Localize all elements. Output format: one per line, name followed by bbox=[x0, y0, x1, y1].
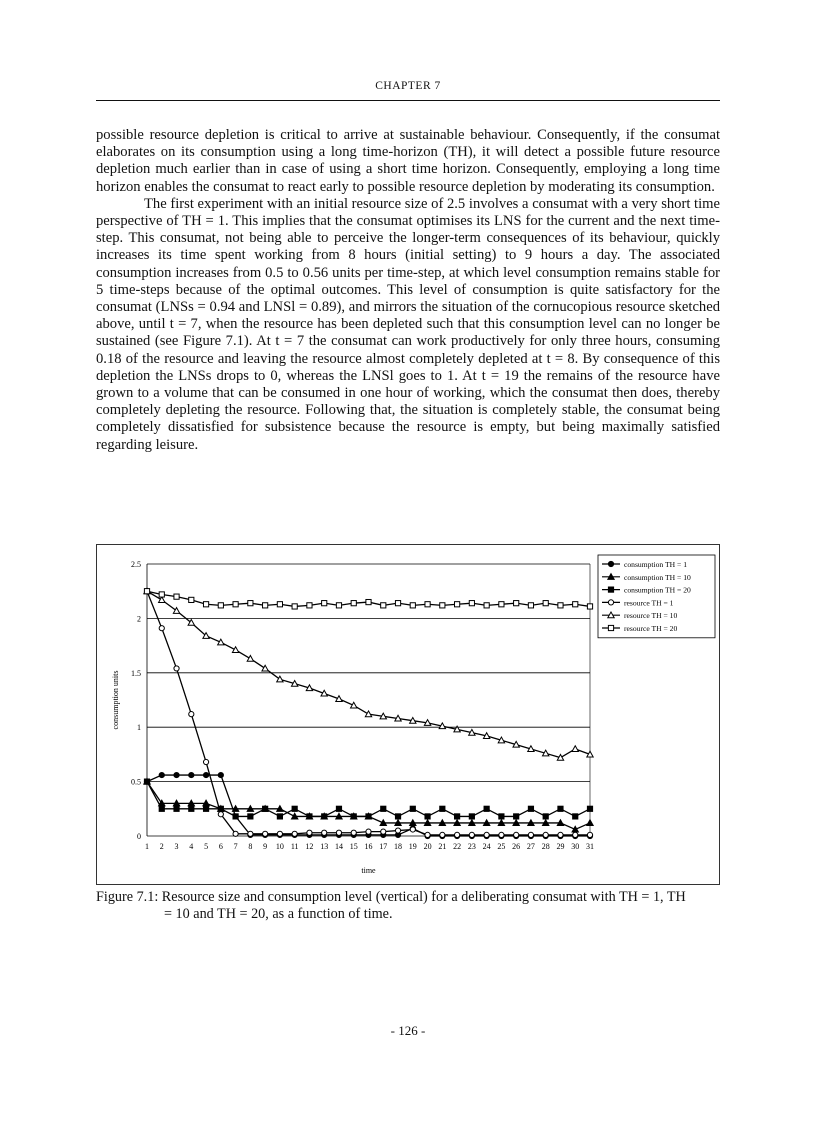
legend-label: consumption TH = 20 bbox=[624, 585, 691, 595]
x-tick-label: 3 bbox=[174, 842, 179, 851]
data-point bbox=[425, 814, 430, 819]
data-point bbox=[248, 601, 253, 606]
data-point bbox=[144, 589, 149, 594]
data-point bbox=[248, 831, 253, 836]
data-point bbox=[174, 666, 179, 671]
data-point bbox=[558, 603, 563, 608]
data-point bbox=[203, 602, 208, 607]
data-point bbox=[514, 601, 519, 606]
y-tick-label: 1 bbox=[137, 723, 141, 733]
data-point bbox=[336, 806, 341, 811]
legend-marker bbox=[608, 600, 613, 605]
data-point bbox=[381, 806, 386, 811]
x-tick-label: 31 bbox=[586, 842, 594, 851]
data-point bbox=[543, 601, 548, 606]
data-point bbox=[336, 603, 341, 608]
data-point bbox=[587, 806, 592, 811]
chapter-header: CHAPTER 7 bbox=[375, 80, 441, 92]
data-point bbox=[263, 603, 268, 608]
data-point bbox=[484, 603, 489, 608]
data-point bbox=[425, 602, 430, 607]
x-tick-label: 22 bbox=[453, 842, 462, 851]
x-tick-label: 6 bbox=[218, 842, 223, 851]
data-point bbox=[159, 626, 164, 631]
x-tick-label: 13 bbox=[320, 842, 329, 851]
caption-line-1: Figure 7.1: Resource size and consumption level (vertical) for a deliberating consumat with TH = 1, TH bbox=[96, 889, 686, 905]
legend-label: resource TH = 10 bbox=[624, 611, 678, 621]
x-tick-label: 28 bbox=[541, 842, 550, 851]
data-point bbox=[336, 830, 341, 835]
data-point bbox=[351, 601, 356, 606]
x-tick-label: 9 bbox=[263, 842, 268, 851]
data-point bbox=[573, 602, 578, 607]
data-point bbox=[292, 806, 297, 811]
data-point bbox=[218, 772, 223, 777]
data-point bbox=[410, 827, 415, 832]
data-point bbox=[307, 830, 312, 835]
data-point bbox=[528, 806, 533, 811]
x-tick-label: 30 bbox=[571, 842, 580, 851]
data-point bbox=[514, 814, 519, 819]
legend-marker bbox=[608, 587, 613, 592]
legend-marker bbox=[608, 625, 613, 630]
data-point bbox=[514, 832, 519, 837]
data-point bbox=[469, 601, 474, 606]
x-tick-label: 26 bbox=[512, 842, 521, 851]
data-point bbox=[410, 603, 415, 608]
data-point bbox=[410, 806, 415, 811]
data-point bbox=[395, 828, 400, 833]
page-number: - 126 - bbox=[390, 1023, 426, 1038]
y-tick-label: 1.5 bbox=[131, 668, 141, 678]
data-point bbox=[395, 814, 400, 819]
data-point bbox=[395, 601, 400, 606]
data-point bbox=[144, 779, 149, 784]
data-point bbox=[455, 602, 460, 607]
x-tick-label: 1 bbox=[145, 842, 149, 851]
x-tick-label: 29 bbox=[556, 842, 565, 851]
x-tick-label: 18 bbox=[394, 842, 403, 851]
data-point bbox=[573, 814, 578, 819]
data-point bbox=[381, 603, 386, 608]
data-point bbox=[558, 832, 563, 837]
data-point bbox=[440, 806, 445, 811]
data-point bbox=[159, 592, 164, 597]
data-point bbox=[499, 832, 504, 837]
x-tick-label: 15 bbox=[349, 842, 358, 851]
x-tick-label: 23 bbox=[467, 842, 476, 851]
series-layer bbox=[144, 588, 593, 839]
paragraph-2: The first experiment with an initial resource size of 2.5 involves a consumat with a very short time perspective of TH = 1. This implies that the consumat optimises its LNS for the current and the next time-step. This consumat, not being able to perceive the longer-term consequences of its behaviour, quickly increases its time spent working from 8 hours (initial setting) to 9 hours a day. The associated consumption increases from 0.5 to 0.56 units per time-step, at which level consumption remains stable for 5 time-steps because of the optimal outcomes. This level of consumption is quite satisfactory for the consumat (LNSs = 0.94 and LNSl = 0.89), and mirrors the situation of the cornucopious resource sketched above, until t = 7, when the resource has been depleted such that this consumption level can no longer be sustained (see Figure 7.1). At t = 7 the consumat can work productively for only three hours, consuming 0.18 of the resource and leaving the resource almost completely depleted at t = 8. By consequence of this depletion the LNSs drops to 0, whereas the LNSl goes to 1. At t = 19 the remains of the resource have grown to a volume that can be consumed in one hour of working, which the consumat then does, thereby completely depleting the resource. Following that, the situation is completely stable, the consumat being completely dissatisfied for subsistence because the resource is empty, but being maximally satisfied regarding leisure. bbox=[96, 195, 720, 453]
legend-label: resource TH = 20 bbox=[624, 624, 678, 633]
data-point bbox=[366, 599, 371, 604]
data-point bbox=[572, 746, 578, 752]
data-point bbox=[440, 832, 445, 837]
x-tick-label: 7 bbox=[233, 842, 238, 851]
x-tick-label: 24 bbox=[482, 842, 491, 851]
data-point bbox=[543, 832, 548, 837]
data-point bbox=[292, 604, 297, 609]
legend-label: consumption TH = 1 bbox=[624, 560, 687, 569]
x-tick-label: 27 bbox=[526, 842, 535, 851]
series-resource-th-20 bbox=[144, 589, 592, 609]
data-point bbox=[528, 832, 533, 837]
data-point bbox=[322, 814, 327, 819]
figure-7-1 bbox=[96, 544, 720, 885]
data-point bbox=[263, 831, 268, 836]
data-point bbox=[469, 832, 474, 837]
data-point bbox=[455, 832, 460, 837]
data-point bbox=[528, 603, 533, 608]
data-point bbox=[351, 830, 356, 835]
data-point bbox=[277, 814, 282, 819]
data-point bbox=[366, 829, 371, 834]
y-axis-label: consumption units bbox=[111, 670, 120, 730]
x-tick-label: 21 bbox=[438, 842, 447, 851]
legend-layer bbox=[598, 555, 715, 638]
data-point bbox=[189, 772, 194, 777]
axis-layer bbox=[111, 560, 594, 875]
x-tick-label: 2 bbox=[159, 842, 164, 851]
data-point bbox=[484, 806, 489, 811]
data-point bbox=[587, 832, 592, 837]
data-point bbox=[307, 814, 312, 819]
data-point bbox=[469, 814, 474, 819]
y-tick-label: 0 bbox=[137, 832, 141, 841]
x-tick-label: 10 bbox=[275, 842, 284, 851]
data-point bbox=[277, 831, 282, 836]
data-point bbox=[263, 806, 268, 811]
data-point bbox=[543, 814, 548, 819]
x-tick-label: 11 bbox=[290, 842, 299, 851]
data-point bbox=[159, 772, 164, 777]
data-point bbox=[499, 814, 504, 819]
y-tick-label: 0.5 bbox=[131, 777, 141, 787]
data-point bbox=[233, 602, 238, 607]
x-tick-label: 12 bbox=[305, 842, 314, 851]
data-point bbox=[587, 604, 592, 609]
y-tick-label: 2.5 bbox=[131, 560, 141, 569]
data-point bbox=[587, 820, 593, 826]
legend-label: resource TH = 1 bbox=[624, 598, 674, 608]
x-tick-label: 14 bbox=[334, 842, 343, 851]
data-point bbox=[189, 806, 194, 811]
header-rule bbox=[96, 100, 720, 101]
x-tick-label: 8 bbox=[248, 842, 253, 851]
data-point bbox=[440, 603, 445, 608]
data-point bbox=[248, 814, 253, 819]
data-point bbox=[277, 602, 282, 607]
x-tick-label: 5 bbox=[204, 842, 209, 851]
data-point bbox=[247, 655, 253, 661]
data-point bbox=[203, 772, 208, 777]
data-point bbox=[322, 601, 327, 606]
x-tick-label: 25 bbox=[497, 842, 506, 851]
data-point bbox=[218, 812, 223, 817]
data-point bbox=[233, 831, 238, 836]
data-point bbox=[189, 712, 194, 717]
x-tick-label: 17 bbox=[379, 842, 388, 851]
data-point bbox=[233, 814, 238, 819]
data-point bbox=[573, 832, 578, 837]
legend-marker bbox=[608, 561, 613, 566]
data-point bbox=[262, 665, 268, 671]
data-point bbox=[189, 597, 194, 602]
data-point bbox=[381, 829, 386, 834]
data-point bbox=[351, 814, 356, 819]
data-point bbox=[203, 759, 208, 764]
data-point bbox=[292, 831, 297, 836]
data-point bbox=[218, 603, 223, 608]
data-point bbox=[484, 832, 489, 837]
caption-line-2: = 10 and TH = 20, as a function of time. bbox=[164, 906, 393, 922]
x-axis-label: time bbox=[361, 866, 376, 875]
body-text bbox=[96, 127, 720, 454]
x-tick-label: 4 bbox=[189, 842, 194, 851]
data-point bbox=[307, 603, 312, 608]
line-chart bbox=[97, 545, 719, 884]
x-tick-label: 19 bbox=[408, 842, 417, 851]
paragraph-1: possible resource depletion is critical to arrive at sustainable behaviour. Consequently, if the consumat elaborates on its consumption using a long time-horizon (TH), it will detect a possible future resource depletion much earlier than in case of using a short time horizon. Consequently, employing a long time horizon enables the consumat to react early to possible resource depletion by moderating its consumption. bbox=[96, 127, 720, 195]
data-point bbox=[174, 772, 179, 777]
data-point bbox=[558, 806, 563, 811]
data-point bbox=[366, 814, 371, 819]
data-point bbox=[159, 806, 164, 811]
data-point bbox=[159, 597, 165, 603]
legend-label: consumption TH = 10 bbox=[624, 572, 691, 582]
data-point bbox=[499, 602, 504, 607]
series-line bbox=[147, 591, 590, 757]
data-point bbox=[455, 814, 460, 819]
data-point bbox=[232, 647, 238, 653]
series-consumption-th-10 bbox=[144, 778, 593, 832]
data-point bbox=[203, 806, 208, 811]
data-point bbox=[322, 830, 327, 835]
x-tick-label: 16 bbox=[364, 842, 373, 851]
data-point bbox=[425, 832, 430, 837]
data-point bbox=[174, 806, 179, 811]
data-point bbox=[174, 594, 179, 599]
figure-caption bbox=[96, 889, 720, 923]
x-tick-label: 20 bbox=[423, 842, 432, 851]
y-tick-label: 2 bbox=[137, 614, 141, 624]
series-resource-th-10 bbox=[144, 588, 593, 760]
